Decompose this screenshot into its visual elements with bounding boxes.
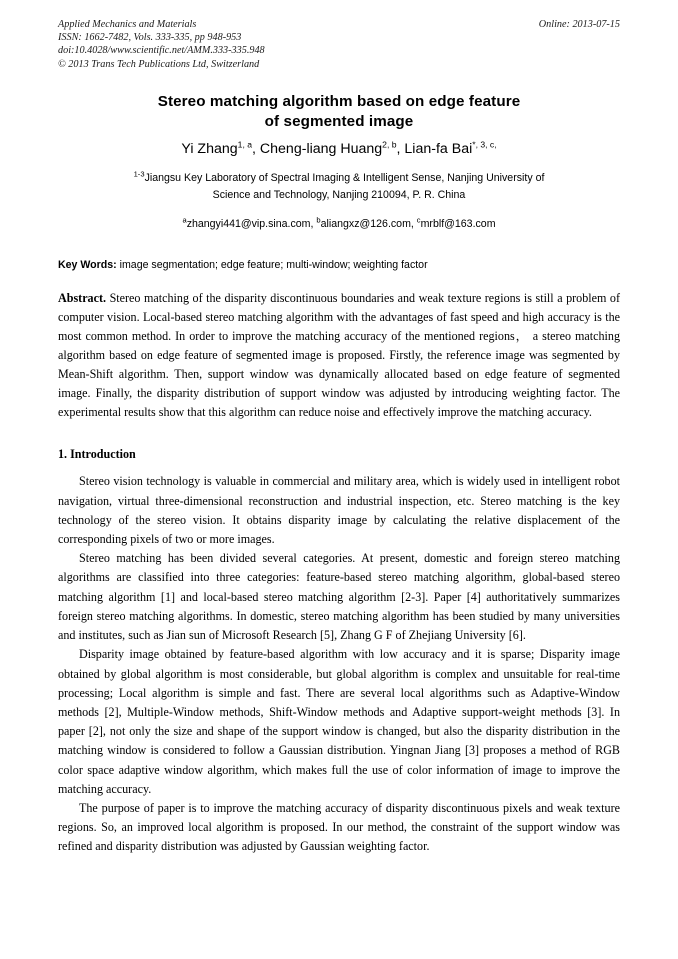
- author-emails: [58, 217, 620, 232]
- abstract-label: Abstract.: [58, 290, 107, 305]
- affiliation-line-1: Jiangsu Key Laboratory of Spectral Imaging & Intelligent Sense, Nanjing University of: [144, 171, 545, 184]
- author-list: [58, 140, 620, 159]
- abstract-text: Stereo matching of the disparity discontinuous boundaries and weak texture regions is still a problem of computer vision. Local-based stereo matching algorithm with the advantages of fast speed and high accuracy is the most common method. In order to improve the matching accuracy of the mentioned regions， a stereo matching algorithm based on edge feature of segmented image is proposed. Firstly, the reference image was segmented by Mean-Shift algorithm. Then, support window was dynamically allocated based on edge feature of segmented image. Finally, the disparity distribution of support window was adjusted by introducing weighting factor. The experimental results show that this algorithm can reduce noise and effectively improve the matching accuracy.: [58, 290, 620, 420]
- email-address-c[interactable]: mrblf@163.com: [420, 217, 496, 230]
- journal-copyright-line: © 2013 Trans Tech Publications Ltd, Switzerland: [58, 58, 260, 70]
- author-separator-1: ,: [252, 140, 260, 157]
- journal-name: Applied Mechanics and Materials: [58, 19, 197, 30]
- author-1-affiliation-marker: 1, a: [237, 139, 253, 150]
- author-3-name: Lian-fa Bai: [404, 140, 473, 157]
- page-title-line-2: of segmented image: [264, 112, 414, 130]
- author-3-affiliation-marker: *, 3, c,: [472, 139, 497, 150]
- abstract-block: [58, 289, 620, 423]
- journal-doi-line: doi:10.4028/www.scientific.net/AMM.333-335.948: [58, 45, 265, 57]
- email-marker-c: c: [416, 215, 421, 225]
- section-heading-introduction: 1. Introduction: [58, 447, 136, 462]
- keywords-label: Key Words:: [58, 258, 117, 271]
- page-title-line-1: Stereo matching algorithm based on edge feature: [157, 92, 521, 110]
- email-address-a[interactable]: zhangyi441@vip.sina.com,: [186, 217, 314, 230]
- introduction-paragraph-2: Stereo matching has been divided several categories. At present, domestic and foreign stereo matching algorithms are classified into three categories: feature-based stereo matching algorithm, global-based stereo matching algorithm [1] and local-based stereo matching algorithm [2-3]. Paper [4] authoritatively summarizes foreign stereo matching algorithms. In domestic, stereo matching algorithm has been studied by many universities and institutes, such as Jian sun of Microsoft Research [5], Zhang G F of Zhejiang University [6].: [58, 551, 620, 643]
- page-title: [58, 92, 620, 132]
- author-separator-2: ,: [396, 140, 405, 157]
- email-address-b[interactable]: aliangxz@126.com,: [320, 217, 414, 230]
- journal-masthead: [58, 18, 620, 71]
- journal-issn-line: ISSN: 1662-7482, Vols. 333-335, pp 948-953: [58, 32, 242, 44]
- author-1-name: Yi Zhang: [181, 140, 238, 157]
- author-2-affiliation-marker: 2, b: [382, 139, 397, 150]
- keywords-block: [58, 258, 620, 273]
- online-publication-date: Online: 2013-07-15: [538, 19, 620, 30]
- introduction-paragraph-3: Disparity image obtained by feature-based algorithm with low accuracy and it is sparse; Disparity image obtained by global algorithm is most considerable, but global algorithm is complex and unsuitable for real-time processing; Local algorithm is simple and fast. There are several local algorithms such as Adaptive-Window methods [2], Multiple-Window methods, Shift-Window methods and Adaptive support-weight methods [3]. In paper [2], not only the size and shape of the support window is changed, but also the disparity distribution in the matching window is considered to follow a Gaussian distribution. Yingnan Jiang [3] proposes a method of RGB color space adaptive window algorithm, which makes full the use of color information of image to improve the matching accuracy.: [58, 647, 620, 796]
- affiliation-marker: 1-3: [133, 169, 145, 179]
- introduction-paragraph-1: Stereo vision technology is valuable in commercial and military area, which is widely used in intelligent robot navigation, virtual three-dimensional reconstruction and industrial inspection, etc. Stereo matching is the key technology of the stereo vision. It obtains disparity image by calculating the relative displacement of the corresponding pixels of two or more images.: [58, 474, 620, 547]
- email-marker-b: b: [316, 215, 321, 225]
- affiliation-block: [58, 170, 620, 205]
- affiliation-line-2: Science and Technology, Nanjing 210094, P. R. China: [212, 189, 466, 202]
- introduction-paragraph-4: The purpose of paper is to improve the matching accuracy of disparity discontinuous pixels and weak texture regions. So, an improved local algorithm is proposed. In our method, the constraint of the support window was refined and disparity distribution was adjusted by Gaussian weighting factor.: [58, 800, 620, 854]
- email-marker-a: a: [182, 215, 187, 225]
- keywords-value: image segmentation; edge feature; multi-window; weighting factor: [119, 258, 428, 271]
- author-2-name: Cheng-liang Huang: [259, 140, 383, 157]
